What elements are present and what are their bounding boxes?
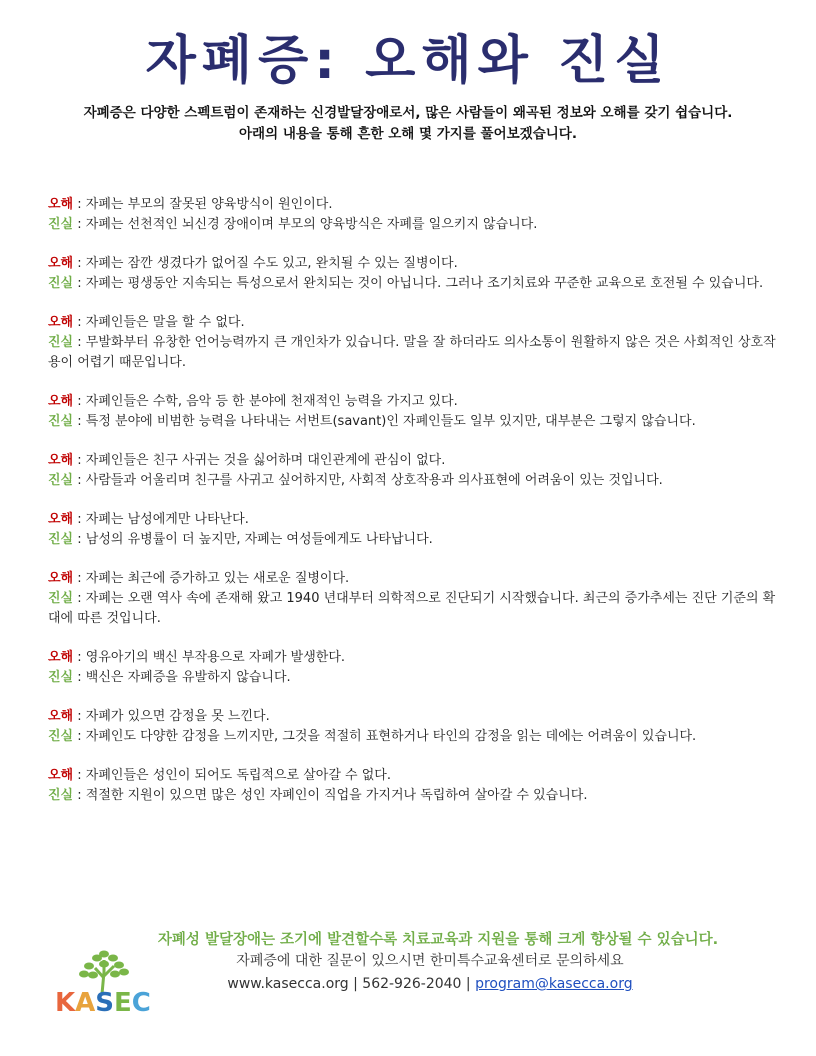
leaf [99, 961, 109, 968]
separator: : [73, 512, 86, 527]
separator: : [73, 217, 86, 232]
separator: : [73, 197, 86, 212]
footer-contact [180, 950, 680, 996]
phone-number: 562-926-2040 [362, 976, 462, 992]
separator: : [73, 650, 86, 665]
separator: : [73, 591, 86, 606]
email-link[interactable]: program@kasecca.org [475, 976, 633, 992]
separator: : [73, 768, 86, 783]
truth-text: 특정 분야에 비범한 능력을 나타내는 서번트(savant)인 자폐인들도 일부 있지만, 대부분은 그렇지 않습니다. [85, 414, 696, 429]
myth-text: 영유아기의 백신 부작용으로 자폐가 발생한다. [85, 650, 346, 665]
truth-label: 진실 [48, 788, 74, 803]
truth-line [48, 589, 776, 629]
myth-label: 오해 [48, 394, 74, 409]
myth-line [48, 766, 776, 786]
separator: : [73, 788, 86, 803]
separator: : [73, 532, 86, 547]
leaf [99, 951, 109, 958]
truth-text: 적절한 지원이 있으면 많은 성인 자폐인이 직업을 가지거나 독립하여 살아갈 수 있습니다. [85, 788, 588, 803]
myth-text: 자폐인들은 말을 할 수 없다. [85, 315, 245, 330]
divider: | [461, 976, 476, 992]
truth-label: 진실 [48, 591, 74, 606]
myth-label: 오해 [48, 512, 74, 527]
separator: : [73, 315, 86, 330]
myth-text: 자폐는 남성에게만 나타난다. [85, 512, 249, 527]
logo-letter: A [75, 988, 96, 1018]
truth-line [48, 471, 776, 491]
logo-letter: C [131, 988, 151, 1018]
separator: : [73, 473, 86, 488]
leaf [88, 972, 98, 979]
truth-label: 진실 [48, 414, 74, 429]
kasec-logo [55, 948, 165, 1018]
separator: : [73, 453, 86, 468]
truth-line [48, 727, 776, 747]
myth-line [48, 707, 776, 727]
myth-truth-item [48, 766, 776, 806]
truth-label: 진실 [48, 335, 74, 350]
truth-text: 자폐는 평생동안 지속되는 특성으로서 완치되는 것이 아닙니다. 그러나 조기치료와 꾸준한 교육으로 호전될 수 있습니다. [85, 276, 764, 291]
separator: : [73, 729, 86, 744]
leaf [119, 969, 129, 976]
truth-label: 진실 [48, 670, 74, 685]
myth-text: 자폐는 잠깐 생겼다가 없어질 수도 있고, 완치될 수 있는 질병이다. [85, 256, 458, 271]
leaf [110, 971, 120, 978]
myth-text: 자폐인들은 친구 사귀는 것을 싫어하며 대인관계에 관심이 없다. [85, 453, 446, 468]
myth-truth-item [48, 569, 776, 629]
myth-text: 자폐인들은 성인이 되어도 독립적으로 살아갈 수 없다. [85, 768, 391, 783]
myth-line [48, 569, 776, 589]
myth-truth-item [48, 195, 776, 235]
logo-text [55, 988, 151, 1018]
truth-label: 진실 [48, 729, 74, 744]
myth-text: 자폐인들은 수학, 음악 등 한 분야에 천재적인 능력을 가지고 있다. [85, 394, 458, 409]
myth-text: 자폐는 부모의 잘못된 양육방식이 원인이다. [85, 197, 333, 212]
myth-truth-item [48, 648, 776, 688]
separator: : [73, 414, 86, 429]
logo-letter: K [55, 988, 76, 1018]
truth-line [48, 786, 776, 806]
intro [40, 103, 776, 145]
myth-line [48, 195, 776, 215]
contact-line: 자폐증에 대한 질문이 있으시면 한미특수교육센터로 문의하세요 [236, 953, 624, 969]
myth-truth-item [48, 707, 776, 747]
separator: : [73, 256, 86, 271]
divider: | [348, 976, 363, 992]
footer-headline: 자폐성 발달장애는 조기에 발견할수록 치료교육과 지원을 통해 크게 향상될 수 있습니다. [157, 932, 719, 948]
truth-text: 자폐는 선천적인 뇌신경 장애이며 부모의 양육방식은 자폐를 일으키지 않습니다. [85, 217, 538, 232]
truth-line [48, 274, 776, 294]
leaf [84, 963, 94, 970]
myth-line [48, 392, 776, 412]
myth-truth-item [48, 254, 776, 294]
truth-line [48, 412, 776, 432]
truth-label: 진실 [48, 532, 74, 547]
truth-line [48, 333, 776, 373]
myth-line [48, 313, 776, 333]
separator: : [73, 709, 86, 724]
myth-line [48, 510, 776, 530]
myth-truth-item [48, 313, 776, 373]
truth-text: 백신은 자폐증을 유발하지 않습니다. [85, 670, 291, 685]
truth-line [48, 530, 776, 550]
truth-label: 진실 [48, 217, 74, 232]
separator: : [73, 394, 86, 409]
separator: : [73, 670, 86, 685]
leaf [108, 955, 118, 962]
myth-label: 오해 [48, 197, 74, 212]
myth-truth-list [48, 195, 776, 825]
logo-letter: S [95, 988, 115, 1018]
myth-line [48, 254, 776, 274]
separator: : [73, 335, 86, 350]
truth-line [48, 215, 776, 235]
myth-label: 오해 [48, 709, 74, 724]
truth-text: 무발화부터 유창한 언어능력까지 큰 개인차가 있습니다. 말을 잘 하더라도 의사소통이 원활하지 않은 것은 사회적인 상호작용이 어렵기 때문입니다. [48, 335, 776, 370]
myth-label: 오해 [48, 453, 74, 468]
myth-line [48, 648, 776, 668]
contact-links [180, 973, 680, 996]
separator: : [73, 571, 86, 586]
myth-label: 오해 [48, 571, 74, 586]
myth-text: 자폐가 있으면 감정을 못 느낀다. [85, 709, 270, 724]
truth-label: 진실 [48, 276, 74, 291]
leaf [114, 962, 124, 969]
truth-text: 자폐는 오랜 역사 속에 존재해 왔고 1940 년대부터 의학적으로 진단되기 시작했습니다. 최근의 증가추세는 진단 기준의 확대에 따른 것입니다. [48, 591, 776, 626]
myth-label: 오해 [48, 315, 74, 330]
leaf [79, 971, 89, 978]
myth-truth-item [48, 510, 776, 550]
myth-label: 오해 [48, 768, 74, 783]
myth-label: 오해 [48, 256, 74, 271]
truth-line [48, 668, 776, 688]
truth-text: 자폐인도 다양한 감정을 느끼지만, 그것을 적절히 표현하거나 타인의 감정을 읽는 데에는 어려움이 있습니다. [85, 729, 697, 744]
page-title: 자폐증: 오해와 진실 [145, 31, 671, 91]
website-link[interactable]: www.kasecca.org [227, 976, 349, 992]
myth-label: 오해 [48, 650, 74, 665]
myth-truth-item [48, 451, 776, 491]
myth-text: 자폐는 최근에 증가하고 있는 새로운 질병이다. [85, 571, 350, 586]
truth-text: 사람들과 어울리며 친구를 사귀고 싶어하지만, 사회적 상호작용과 의사표현에 어려움이 있는 것입니다. [85, 473, 663, 488]
intro-line-1: 자폐증은 다양한 스펙트럼이 존재하는 신경발달장애로서, 많은 사람들이 왜곡된 정보와 오해를 갖기 쉽습니다. [83, 105, 733, 121]
myth-line [48, 451, 776, 471]
separator: : [73, 276, 86, 291]
logo-letter: E [114, 988, 132, 1018]
intro-line-2: 아래의 내용을 통해 흔한 오해 몇 가지를 풀어보겠습니다. [239, 126, 577, 142]
myth-truth-item [48, 392, 776, 432]
truth-text: 남성의 유병률이 더 높지만, 자폐는 여성들에게도 나타납니다. [85, 532, 433, 547]
truth-label: 진실 [48, 473, 74, 488]
